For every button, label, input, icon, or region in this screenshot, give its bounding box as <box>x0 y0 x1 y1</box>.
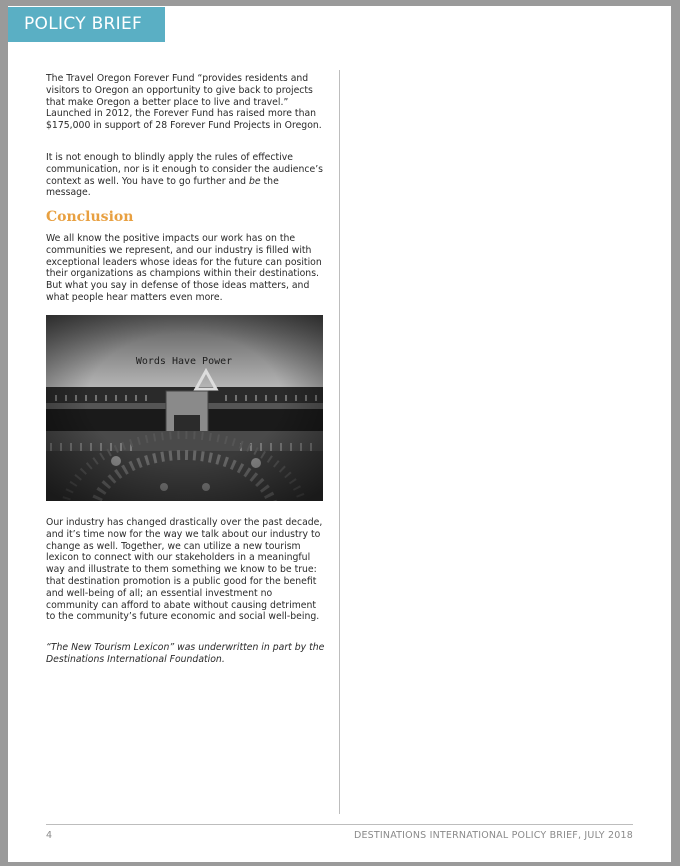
paragraph-conclusion <box>46 233 326 304</box>
paragraph-text: “The New Tourism Lexicon” was underwritten in part by the Destinations International Foundation. <box>46 642 325 665</box>
policy-brief-badge: POLICY BRIEF <box>8 7 165 42</box>
paragraph-text: We all know the positive impacts our work has on the communities we represent, and our industry is filled with exceptional leaders whose ideas for the future can position their organizations as champions within their destinations. But what you say in defense of those ideas matters, and what people hear matters even more. <box>46 233 322 303</box>
footer-rule <box>46 824 633 825</box>
paragraph-lexicon <box>46 517 326 623</box>
document-page <box>8 6 671 862</box>
paragraph-text-part: the message. <box>46 175 279 199</box>
paragraph-text-part: It is not enough to blindly apply the rules of effective communication, nor is it enough to consider the audience’s context as well. You have to go further and <box>46 152 324 187</box>
paragraph-text <box>46 152 326 199</box>
column-divider <box>339 70 340 814</box>
emphasis-text: be <box>248 175 261 187</box>
typewriter-illustration <box>46 315 323 501</box>
paragraph-text: Our industry has changed drastically over the past decade, and it’s time now for the way we talk about our industry to change as well. Together, we can utilize a new tourism lexicon to connect with our stakeholders in a meaningful way and illustrate to them something we know to be true: that destination promotion is a public good for the benefit and well-being of all; an essential investment no community can afford to abate without causing detriment to the community’s future economic and social well-being. <box>46 517 323 623</box>
paragraph-communication <box>46 152 326 199</box>
footer-title: DESTINATIONS INTERNATIONAL POLICY BRIEF, JULY 2018 <box>353 830 633 841</box>
section-heading-conclusion: Conclusion <box>46 209 134 225</box>
typewriter-photo <box>46 315 323 501</box>
paragraph-text: The Travel Oregon Forever Fund “provides residents and visitors to Oregon an opportunity to give back to projects that make Oregon a better place to live and travel.” Launched in 2012, the Forever Fund has raised more than $175,000 in support of 28 Forever Fund Projects in Oregon. <box>46 73 322 132</box>
paragraph-underwriting <box>46 642 326 666</box>
paragraph-forever-fund <box>46 73 326 132</box>
page-number: 4 <box>46 830 53 841</box>
